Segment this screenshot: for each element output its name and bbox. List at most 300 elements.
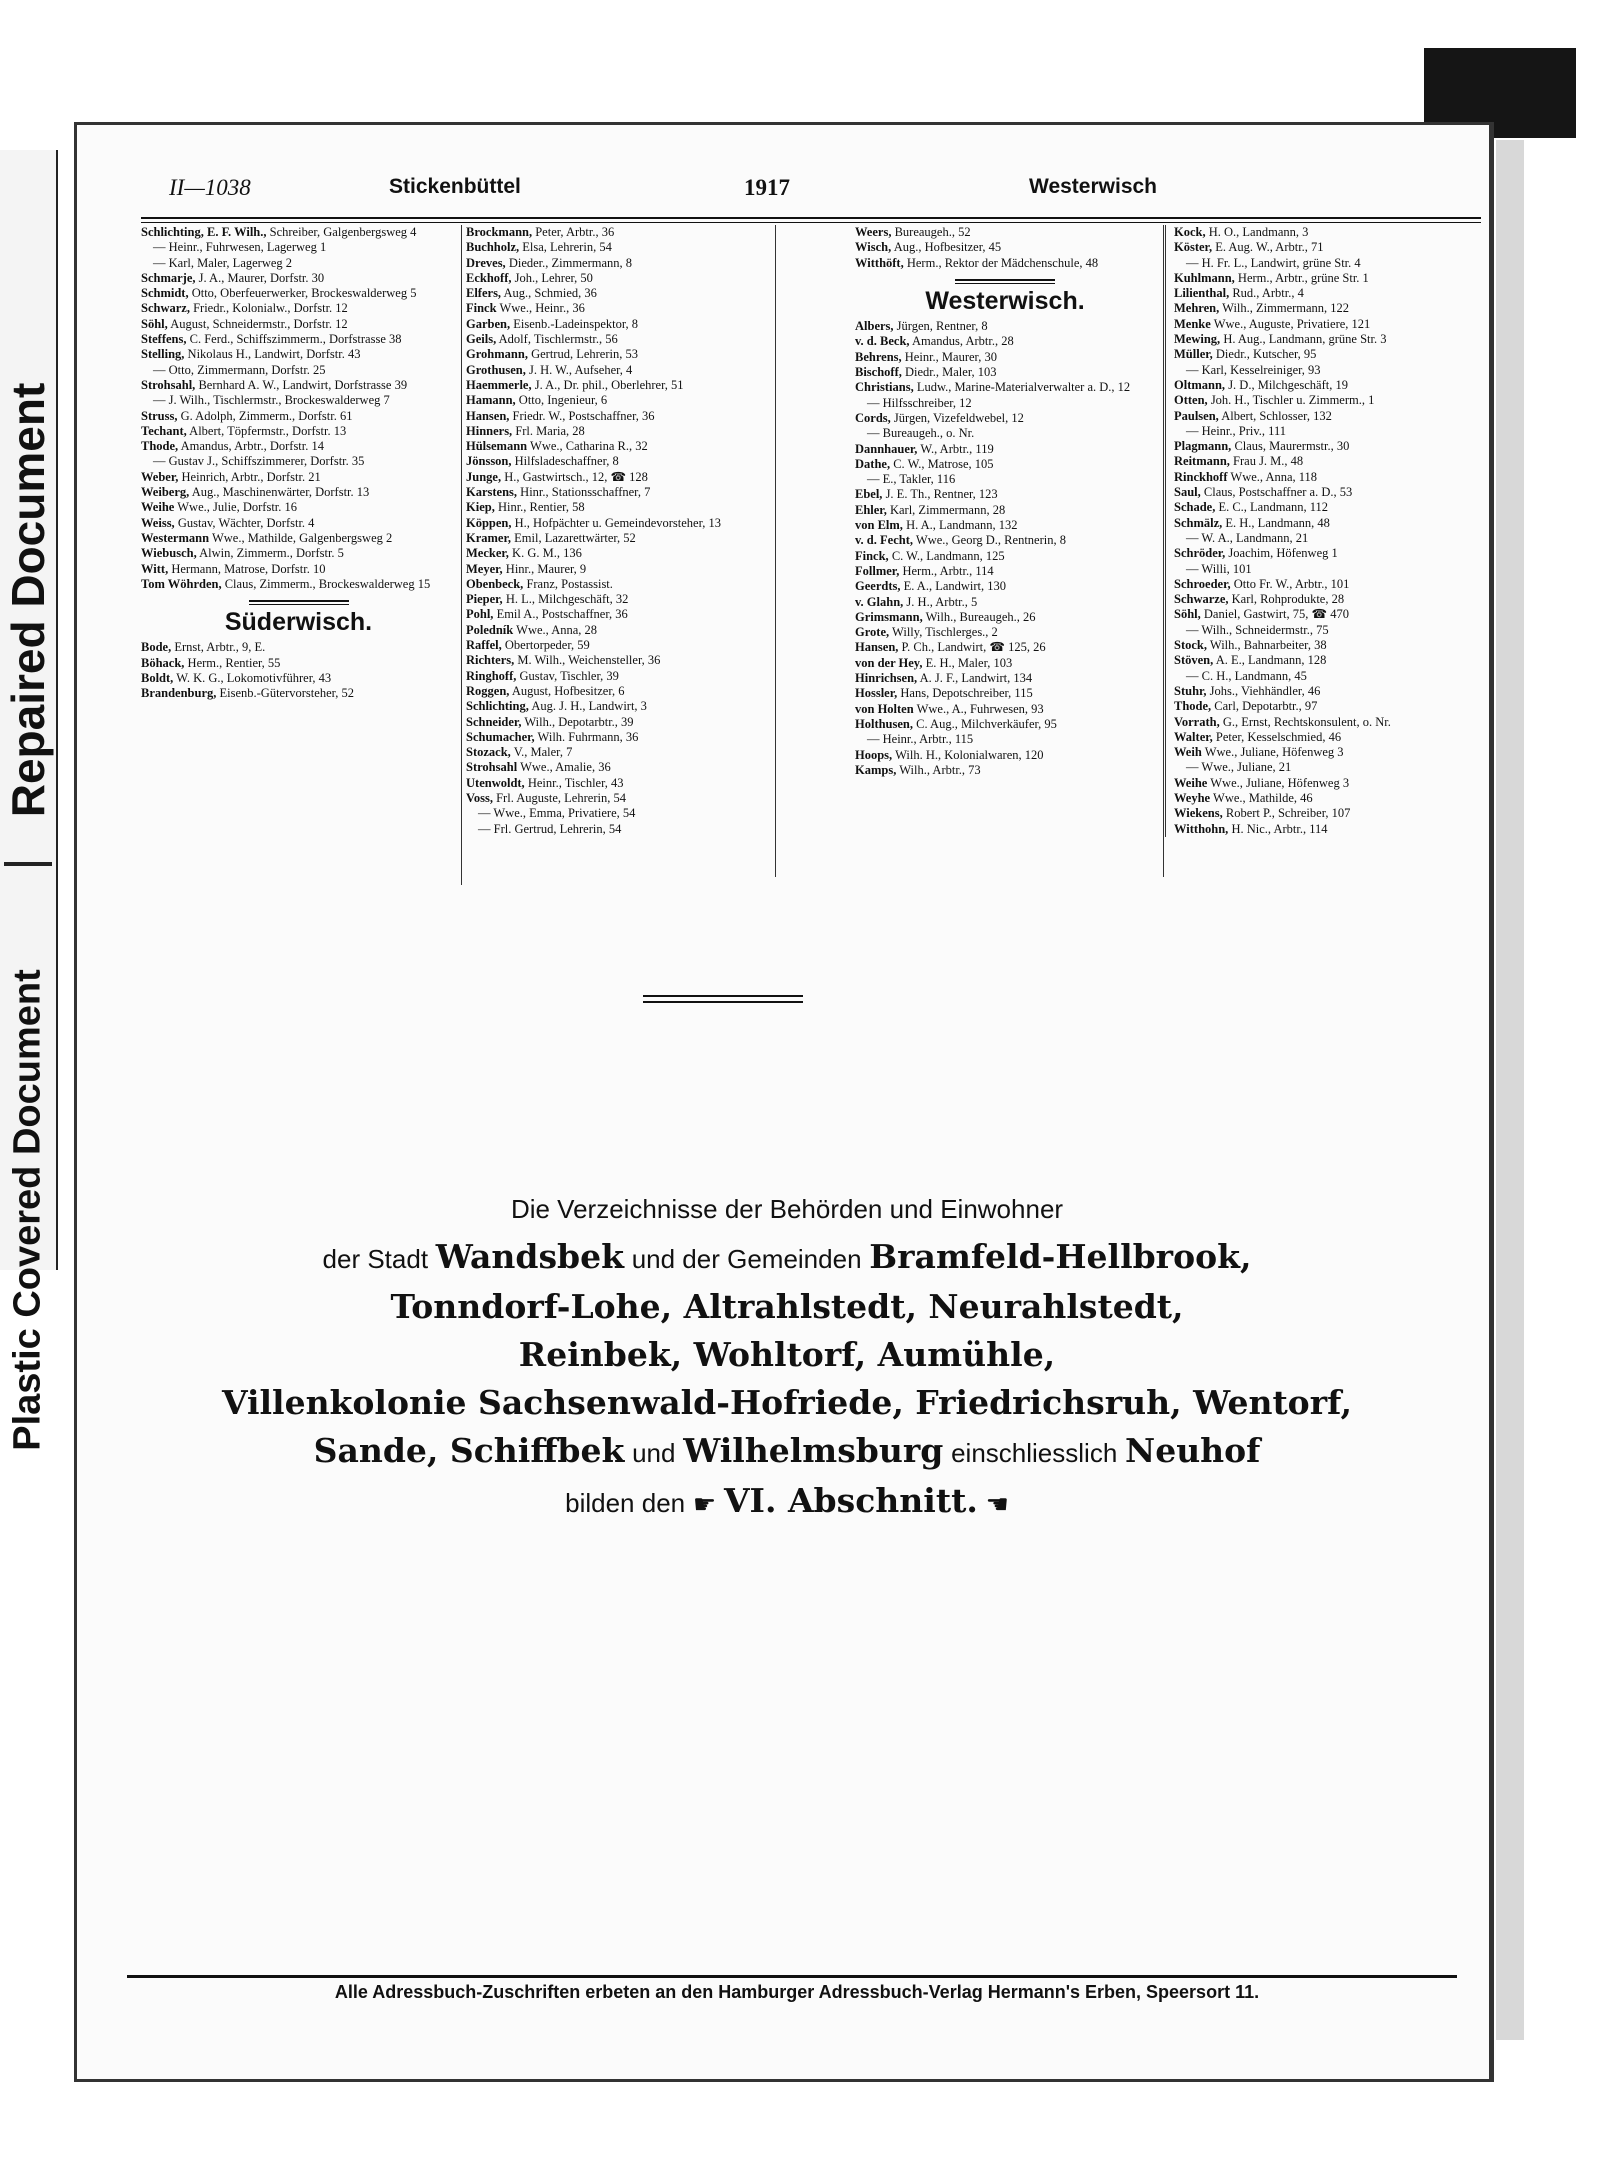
directory-column-4 <box>1165 225 1489 837</box>
directory-entry <box>141 347 456 362</box>
directory-entry <box>855 686 1155 701</box>
directory-entry <box>1174 454 1489 469</box>
entry-details: Otto Fr. W., Arbtr., 101 <box>1233 576 1350 591</box>
entry-surname: Vorrath, <box>1174 714 1220 729</box>
entry-surname: Richters, <box>466 653 515 668</box>
notice-place: Wandsbek <box>435 1237 624 1276</box>
entry-details: Albert, Töpfermstr., Dorfstr. 13 <box>189 423 347 438</box>
entry-surname: Hoops, <box>855 747 893 762</box>
entry-surname: Müller, <box>1174 347 1213 362</box>
directory-entry <box>855 319 1155 334</box>
entry-surname: Mehren, <box>1174 301 1220 316</box>
entry-details: Otto, Oberfeuerwerker, Brockeswalderweg 5 <box>191 286 417 301</box>
directory-entry <box>855 487 1155 502</box>
entry-details: Wwe., Juliane, Höfenweg 3 <box>1210 775 1350 790</box>
entry-details: Obertorpeder, 59 <box>504 638 590 653</box>
directory-entry <box>855 549 1155 564</box>
entry-details: — Otto, Zimmermann, Dorfstr. 25 <box>153 362 326 377</box>
entry-details: M. Wilh., Weichensteller, 36 <box>517 653 661 668</box>
directory-entry <box>466 531 788 546</box>
entry-surname: Köster, <box>1174 240 1213 255</box>
entry-details: Nikolaus H., Landwirt, Dorfstr. 43 <box>187 347 361 362</box>
entry-details: K. G. M., 136 <box>512 546 582 561</box>
directory-entry <box>466 500 788 515</box>
directory-entry <box>466 286 788 301</box>
entry-details: Wwe., Catharina R., 32 <box>530 439 648 454</box>
entry-details: Wwe., Heinr., 36 <box>499 301 585 316</box>
entry-details: Herm., Rentier, 55 <box>187 655 281 670</box>
directory-entry <box>1174 393 1489 408</box>
entry-details: Wilh., Bahnarbeiter, 38 <box>1209 638 1327 653</box>
entry-surname: Schroeder, <box>1174 576 1231 591</box>
directory-entry <box>141 424 456 439</box>
directory-entry <box>466 776 788 791</box>
entry-details: — Willi, 101 <box>1186 561 1252 576</box>
entry-surname: Weiberg, <box>141 485 190 500</box>
directory-entry <box>141 363 456 378</box>
entry-details: Herm., Arbtr., 114 <box>902 563 994 578</box>
directory-entry <box>466 623 788 638</box>
entry-details: Hinr., Rentier, 58 <box>497 500 585 515</box>
entry-details: Wwe., Mathilde, 46 <box>1213 790 1313 805</box>
entry-details: Wilh. Fuhrmann, 36 <box>537 729 639 744</box>
entry-details: Wilh., Depotarbtr., 39 <box>524 714 634 729</box>
directory-entry <box>1174 638 1489 653</box>
directory-entry <box>141 332 456 347</box>
notice-line: Tonndorf-Lohe, Altrahlstedt, Neurahlstedt, <box>390 1287 1184 1326</box>
directory-entry <box>855 240 1155 255</box>
directory-entry <box>1174 607 1489 622</box>
entry-surname: Finck, <box>855 548 889 563</box>
entry-surname: Hamann, <box>466 393 516 408</box>
directory-entry <box>466 669 788 684</box>
directory-entry <box>855 518 1155 533</box>
directory-entry <box>141 454 456 469</box>
scan-page-edge <box>1496 140 1524 2040</box>
directory-entry <box>141 640 456 655</box>
entry-details: Bureaugeh., 52 <box>894 225 971 239</box>
entry-details: Karl, Rohprodukte, 28 <box>1231 592 1345 607</box>
entry-details: Bernhard A. W., Landwirt, Dorfstrasse 39 <box>198 377 408 392</box>
directory-entry <box>1174 684 1489 699</box>
directory-entry <box>141 240 456 255</box>
directory-entry <box>141 470 456 485</box>
entry-surname: Rinckhoff <box>1174 469 1228 484</box>
entry-surname: Schmälz, <box>1174 515 1223 530</box>
directory-entry <box>1174 332 1489 347</box>
entry-surname: Thode, <box>1174 699 1212 714</box>
directory-entry <box>855 256 1155 271</box>
directory-column-3 <box>855 225 1155 925</box>
directory-entry <box>1174 822 1489 837</box>
entry-surname: Dannhauer, <box>855 441 918 456</box>
entry-details: J. E. Th., Rentner, 123 <box>885 487 998 502</box>
notice-place: Neuhof <box>1125 1431 1261 1470</box>
entry-details: Hinr., Stationsschaffner, 7 <box>520 485 651 500</box>
entry-details: Carl, Depotarbtr., 97 <box>1214 699 1318 714</box>
entry-surname: Eckhoff, <box>466 270 512 285</box>
notice-place: Sande, Schiffbek <box>313 1431 625 1470</box>
directory-entry <box>1174 745 1489 760</box>
directory-entry <box>466 439 788 454</box>
entry-surname: Geils, <box>466 332 497 347</box>
entry-details: Frl. Maria, 28 <box>515 423 585 438</box>
entry-details: Emil A., Postschaffner, 36 <box>496 607 628 622</box>
column-divider <box>1163 225 1164 877</box>
entry-details: A. E., Landmann, 128 <box>1215 653 1327 668</box>
directory-entry <box>855 396 1155 411</box>
entry-details: Jürgen, Rentner, 8 <box>896 319 988 334</box>
directory-entry <box>141 256 456 271</box>
entry-surname: Menke <box>1174 316 1211 331</box>
directory-entry <box>855 564 1155 579</box>
entry-surname: Stuhr, <box>1174 683 1207 698</box>
column-divider <box>775 225 776 877</box>
notice-text: der Stadt <box>322 1244 429 1274</box>
notice-line <box>107 1233 1467 1283</box>
directory-entry <box>1174 240 1489 255</box>
entry-surname: Witthohn, <box>1174 821 1229 836</box>
entry-details: August, Schneidermstr., Dorfstr. 12 <box>170 316 348 331</box>
entry-details: Heinrich, Arbtr., Dorfstr. 21 <box>181 469 321 484</box>
entry-surname: Wiekens, <box>1174 806 1223 821</box>
section-rule <box>955 279 1055 284</box>
directory-entry <box>1174 623 1489 638</box>
entry-details: Herm., Rektor der Mädchenschule, 48 <box>906 255 1099 270</box>
entry-surname: Söhl, <box>1174 607 1201 622</box>
directory-entry <box>1174 409 1489 424</box>
entry-details: — Wilh., Schneidermstr., 75 <box>1186 622 1329 637</box>
entry-surname: v. Glahn, <box>855 594 904 609</box>
header-year: 1917 <box>744 175 790 200</box>
directory-entry <box>1174 730 1489 745</box>
directory-entry <box>466 730 788 745</box>
entry-details: Wwe., Mathilde, Galgenbergsweg 2 <box>211 530 393 545</box>
entry-surname: Hülsemann <box>466 439 528 454</box>
entry-details: — Wwe., Juliane, 21 <box>1186 760 1292 775</box>
directory-entry <box>1174 378 1489 393</box>
entry-surname: Weyhe <box>1174 790 1211 805</box>
entry-details: Wwe., Julie, Dorfstr. 16 <box>177 500 298 515</box>
entry-details: Claus, Zimmerm., Brockeswalderweg 15 <box>224 576 431 591</box>
notice-line <box>107 1427 1467 1477</box>
directory-entry <box>1174 225 1489 240</box>
entry-surname: Pohl, <box>466 607 494 622</box>
entry-details: W. K. G., Lokomotivführer, 43 <box>176 671 332 686</box>
entry-details: Wwe., Auguste, Privatiere, 121 <box>1213 316 1371 331</box>
entry-details: H. Aug., Landmann, grüne Str. 3 <box>1223 332 1387 347</box>
entry-surname: Brandenburg, <box>141 686 217 701</box>
entry-details: Eisenb.-Ladeinspektor, 8 <box>513 316 639 331</box>
entry-surname: Buchholz, <box>466 240 520 255</box>
entry-details: W., Arbtr., 119 <box>920 441 994 456</box>
directory-entry <box>141 546 456 561</box>
entry-details: Hermann, Matrose, Dorfstr. 10 <box>171 561 326 576</box>
entry-surname: Obenbeck, <box>466 576 524 591</box>
entry-surname: Wisch, <box>855 240 892 255</box>
directory-entry <box>1174 317 1489 332</box>
entry-details: Adolf, Tischlermstr., 56 <box>498 332 618 347</box>
entry-surname: Cords, <box>855 410 891 425</box>
directory-entry <box>466 240 788 255</box>
section-rule <box>249 600 349 605</box>
entry-details: Wilh. H., Kolonialwaren, 120 <box>895 747 1044 762</box>
entry-details: Johs., Viehhändler, 46 <box>1209 683 1321 698</box>
entry-surname: Haemmerle, <box>466 377 532 392</box>
directory-entry <box>1174 760 1489 775</box>
directory-entry <box>1174 592 1489 607</box>
entry-details: P. Ch., Landwirt, ☎ 125, 26 <box>901 640 1046 655</box>
entry-surname: Grothusen, <box>466 362 526 377</box>
notice-line <box>107 1477 1467 1529</box>
page-header <box>77 175 1489 215</box>
entry-surname: Weers, <box>855 225 892 239</box>
entry-details: Aug. J. H., Landwirt, 3 <box>531 699 647 714</box>
entry-details: V., Maler, 7 <box>513 745 573 760</box>
entry-surname: Utenwoldt, <box>466 775 525 790</box>
entry-surname: Behrens, <box>855 349 902 364</box>
notice-text: bilden den <box>565 1488 686 1518</box>
entry-details: Karl, Zimmermann, 28 <box>889 502 1006 517</box>
entry-details: Frau J. M., 48 <box>1233 454 1304 469</box>
directory-entry <box>466 791 788 806</box>
directory-entry <box>1174 546 1489 561</box>
entry-details: H., Hofpächter u. Gemeindevorsteher, 13 <box>514 515 722 530</box>
directory-entry <box>141 409 456 424</box>
entry-details: C. W., Matrose, 105 <box>893 456 994 471</box>
directory-entry <box>855 472 1155 487</box>
directory-entry <box>855 426 1155 441</box>
directory-entry <box>855 442 1155 457</box>
entry-details: G. Adolph, Zimmerm., Dorfstr. 61 <box>180 408 353 423</box>
entry-surname: von der Hey, <box>855 655 923 670</box>
entry-details: Ernst, Arbtr., 9, E. <box>174 640 266 655</box>
entry-details: C. Ferd., Schiffszimmerm., Dorfstrasse 38 <box>189 332 402 347</box>
entry-details: Herm., Arbtr., grüne Str. 1 <box>1237 270 1369 285</box>
entry-details: Wilh., Arbtr., 73 <box>899 762 981 777</box>
entry-surname: Bischoff, <box>855 365 902 380</box>
directory-entry <box>855 503 1155 518</box>
entry-surname: Strohsahl <box>466 760 518 775</box>
entry-surname: Follmer, <box>855 563 900 578</box>
directory-entry <box>855 579 1155 594</box>
header-location: Westerwisch <box>1029 175 1157 198</box>
notice-place: Bramfeld-Hellbrook, <box>869 1237 1252 1276</box>
entry-details: Albert, Schlosser, 132 <box>1221 408 1332 423</box>
directory-entry <box>141 225 456 240</box>
entry-surname: Dreves, <box>466 255 506 270</box>
notice-line: Die Verzeichnisse der Behörden und Einwohner <box>510 1194 1064 1224</box>
entry-surname: Schumacher, <box>466 729 535 744</box>
directory-entry <box>466 684 788 699</box>
entry-surname: Stelling, <box>141 347 185 362</box>
repaired-document-label: Repaired Document <box>2 382 54 818</box>
entry-surname: Wiebusch, <box>141 546 197 561</box>
entry-surname: Schwarz, <box>141 301 190 316</box>
entry-details: Willy, Tischlerges., 2 <box>892 625 998 640</box>
entry-surname: Mewing, <box>1174 332 1221 347</box>
entry-surname: Schmarje, <box>141 270 196 285</box>
entry-details: Franz, Postassist. <box>526 576 613 591</box>
directory-entry <box>141 500 456 515</box>
notice-line: Villenkolonie Sachsenwald-Hofriede, Friedrichsruh, Wentorf, <box>221 1383 1353 1422</box>
directory-entry <box>1174 424 1489 439</box>
entry-details: — Hilfsschreiber, 12 <box>867 395 972 410</box>
entry-surname: Weiss, <box>141 515 175 530</box>
directory-entry <box>466 424 788 439</box>
entry-details: H. Nic., Arbtr., 114 <box>1231 821 1328 836</box>
directory-entry <box>466 271 788 286</box>
entry-surname: Garben, <box>466 316 511 331</box>
directory-entry <box>141 656 456 671</box>
entry-surname: Voss, <box>466 790 493 805</box>
directory-entry <box>1174 470 1489 485</box>
entry-details: Eisenb.-Gütervorsteher, 52 <box>219 686 355 701</box>
entry-surname: Hossler, <box>855 686 898 701</box>
entry-surname: Meyer, <box>466 561 503 576</box>
directory-entry <box>466 378 788 393</box>
entry-surname: Hinrichsen, <box>855 671 918 686</box>
entry-surname: Holthusen, <box>855 716 914 731</box>
entry-details: Hans, Depotschreiber, 115 <box>900 686 1033 701</box>
entry-surname: Weihe <box>141 500 175 515</box>
directory-entry <box>466 638 788 653</box>
entry-surname: Grohmann, <box>466 347 528 362</box>
entry-details: — Karl, Maler, Lagerweg 2 <box>153 255 293 270</box>
entry-details: Gustav, Tischler, 39 <box>519 668 619 683</box>
header-rule <box>141 217 1481 223</box>
directory-entry <box>855 625 1155 640</box>
entry-details: E. H., Maler, 103 <box>925 655 1013 670</box>
entry-surname: v. d. Fecht, <box>855 533 913 548</box>
directory-entry <box>466 332 788 347</box>
entry-surname: Dathe, <box>855 456 891 471</box>
directory-entry <box>1174 531 1489 546</box>
entry-details: H. L., Milchgeschäft, 32 <box>505 592 629 607</box>
entry-surname: Ebel, <box>855 487 883 502</box>
notice-text: und der Gemeinden <box>631 1244 862 1274</box>
directory-entry <box>466 454 788 469</box>
directory-entry <box>466 225 788 240</box>
entry-surname: Kock, <box>1174 225 1206 239</box>
directory-entry <box>855 380 1155 395</box>
entry-surname: Reitmann, <box>1174 454 1230 469</box>
entry-surname: Witthöft, <box>855 255 904 270</box>
directory-entry <box>1174 562 1489 577</box>
entry-details: Diedr., Kutscher, 95 <box>1215 347 1317 362</box>
entry-surname: Weber, <box>141 469 179 484</box>
directory-entry <box>466 653 788 668</box>
section-separator <box>643 995 803 1003</box>
entry-details: Friedr., Kolonialw., Dorfstr. 12 <box>193 301 348 316</box>
entry-surname: Albers, <box>855 319 894 334</box>
entry-surname: Lilienthal, <box>1174 286 1230 301</box>
entry-details: Joachim, Höfenweg 1 <box>1228 546 1338 561</box>
entry-surname: Schmidt, <box>141 286 189 301</box>
directory-entry <box>141 485 456 500</box>
directory-entry <box>141 516 456 531</box>
entry-details: Wilh., Bureaugeh., 26 <box>925 609 1036 624</box>
entry-surname: Schlichting, <box>466 699 529 714</box>
directory-entry <box>855 610 1155 625</box>
entry-details: Robert P., Schreiber, 107 <box>1225 806 1351 821</box>
entry-surname: Mecker, <box>466 546 509 561</box>
entry-surname: Schlichting, E. F. Wilh., <box>141 225 267 239</box>
entry-surname: Schade, <box>1174 500 1216 515</box>
directory-entry <box>855 350 1155 365</box>
entry-details: — Heinr., Arbtr., 115 <box>867 732 974 747</box>
entry-surname: Oltmann, <box>1174 377 1226 392</box>
directory-entry <box>466 301 788 316</box>
directory-entry <box>141 378 456 393</box>
entry-surname: Hansen, <box>855 640 899 655</box>
directory-entry <box>466 745 788 760</box>
directory-entry <box>466 715 788 730</box>
pointing-hand-right-icon: ☛ <box>692 1489 717 1519</box>
entry-details: H., Gastwirtsch., 12, ☎ 128 <box>504 469 648 484</box>
entry-details: Alwin, Zimmerm., Dorfstr. 5 <box>199 546 344 561</box>
entry-surname: Paulsen, <box>1174 408 1219 423</box>
entry-details: Peter, Arbtr., 36 <box>535 225 615 239</box>
entry-details: Peter, Kesselschmied, 46 <box>1215 729 1342 744</box>
entry-surname: Thode, <box>141 439 179 454</box>
entry-surname: Christians, <box>855 380 914 395</box>
directory-entry <box>141 271 456 286</box>
entry-details: Amandus, Arbtr., 28 <box>911 334 1014 349</box>
entry-details: Amandus, Arbtr., Dorfstr. 14 <box>180 439 325 454</box>
entry-surname: Roggen, <box>466 683 510 698</box>
directory-entry <box>1174 776 1489 791</box>
entry-surname: Saul, <box>1174 485 1201 500</box>
entry-details: E. Aug. W., Arbtr., 71 <box>1215 240 1324 255</box>
entry-surname: Brockmann, <box>466 225 533 239</box>
directory-entry <box>1174 577 1489 592</box>
entry-surname: Hansen, <box>466 408 510 423</box>
entry-details: — W. A., Landmann, 21 <box>1186 530 1309 545</box>
directory-entry <box>855 717 1155 732</box>
section-heading: Süderwisch. <box>224 608 373 637</box>
entry-surname: Böhack, <box>141 655 185 670</box>
directory-entry <box>141 671 456 686</box>
entry-details: G., Ernst, Rechtskonsulent, o. Nr. <box>1222 714 1391 729</box>
entry-surname: Köppen, <box>466 515 512 530</box>
entry-details: Joh., Lehrer, 50 <box>514 270 593 285</box>
entry-details: — E., Takler, 116 <box>867 472 956 487</box>
entry-details: Wwe., Georg D., Rentnerin, 8 <box>915 533 1066 548</box>
entry-surname: Kramer, <box>466 530 512 545</box>
directory-entry <box>466 699 788 714</box>
entry-surname: Poledník <box>466 622 514 637</box>
directory-column-1 <box>141 225 456 885</box>
entry-surname: von Elm, <box>855 518 903 533</box>
directory-entry <box>466 256 788 271</box>
entry-details: Claus, Postschaffner a. D., 53 <box>1203 485 1353 500</box>
entry-details: Heinr., Maurer, 30 <box>904 349 997 364</box>
entry-details: Claus, Maurermstr., 30 <box>1234 439 1350 454</box>
directory-entry <box>141 317 456 332</box>
pointing-hand-left-icon: ☚ <box>985 1489 1009 1519</box>
entry-surname: Weih <box>1174 745 1202 760</box>
directory-entry <box>855 334 1155 349</box>
directory-entry <box>141 562 456 577</box>
entry-details: Ludw., Marine-Materialverwalter a. D., 12 <box>916 380 1131 395</box>
entry-surname: Karstens, <box>466 485 518 500</box>
entry-details: Daniel, Gastwirt, 75, ☎ 470 <box>1203 607 1349 622</box>
entry-surname: Weihe <box>1174 775 1208 790</box>
notice-text: und <box>632 1438 676 1468</box>
directory-entry <box>1174 347 1489 362</box>
entry-surname: Hinners, <box>466 423 513 438</box>
